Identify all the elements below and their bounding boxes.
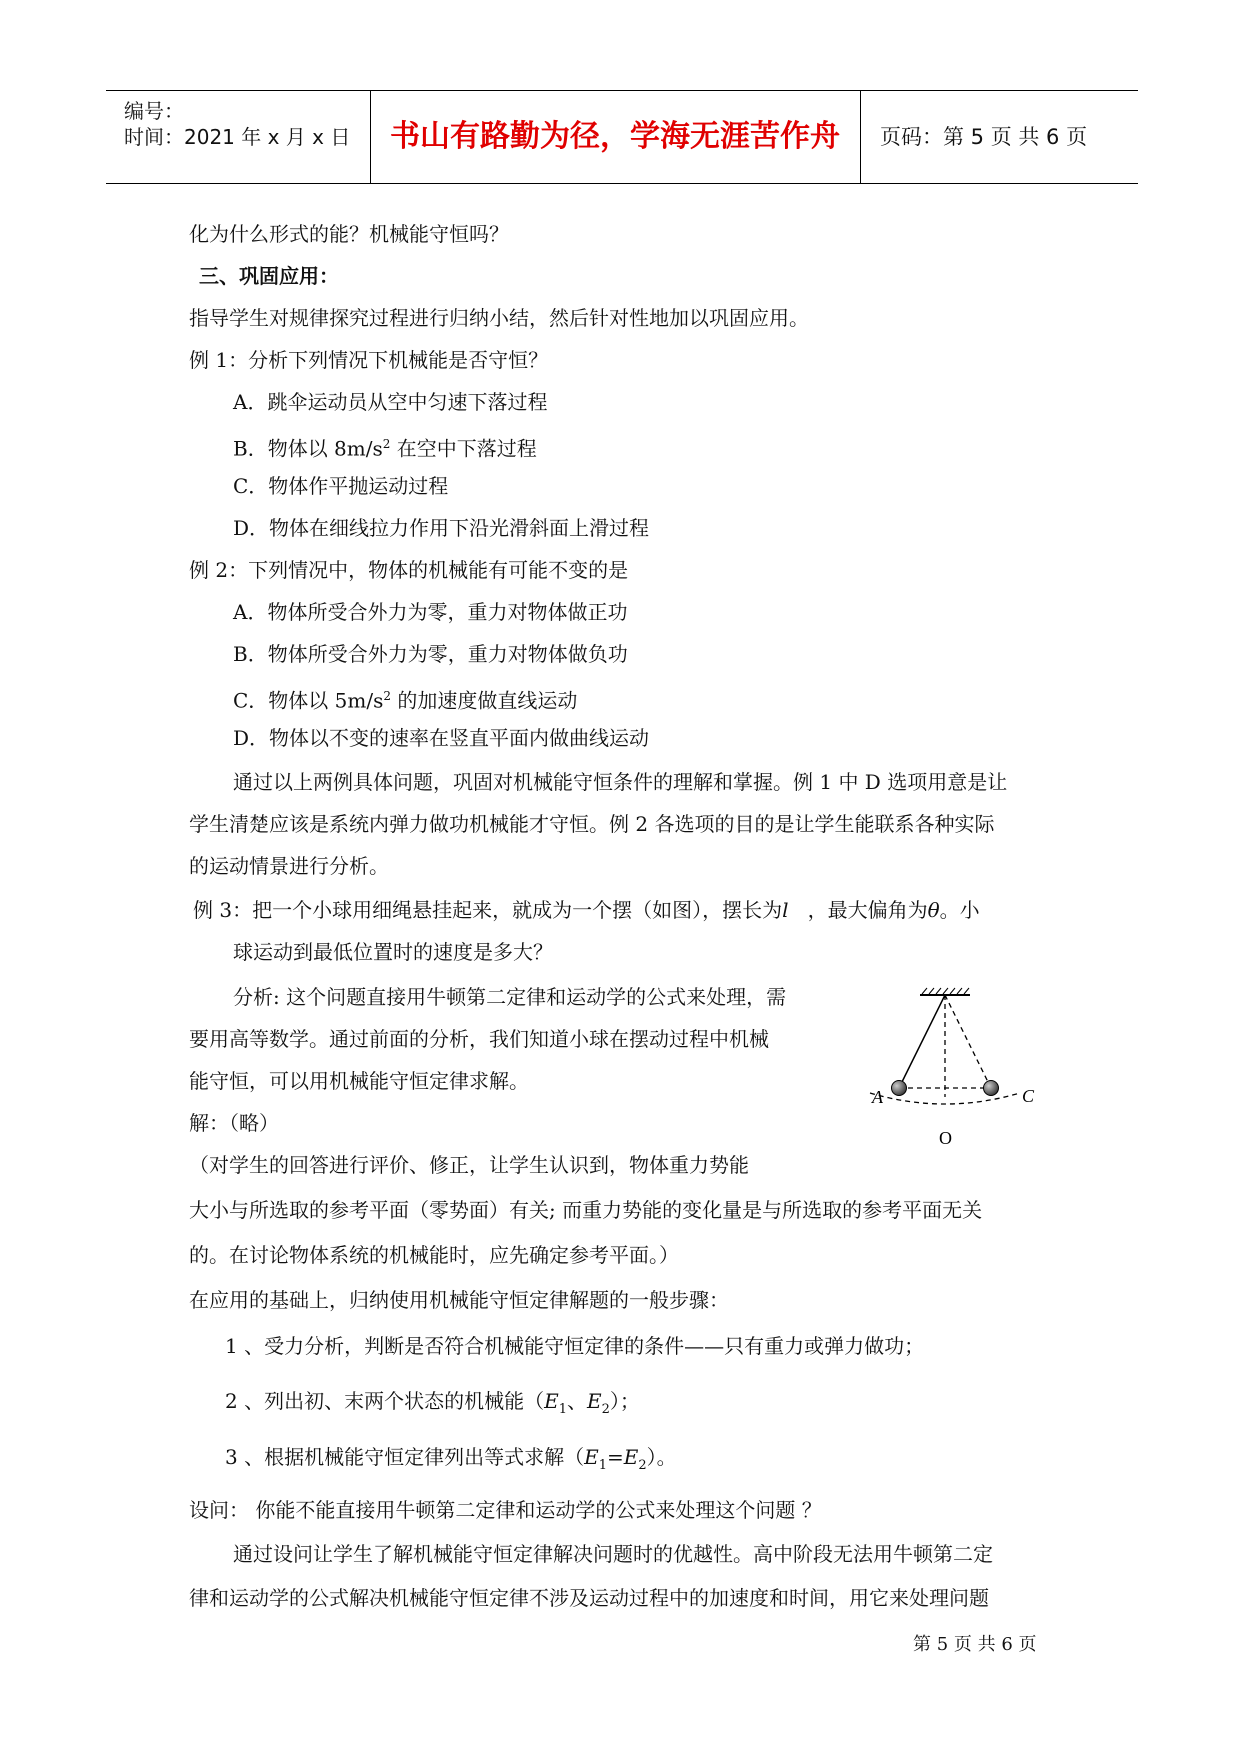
analysis-line: 要用高等数学。通过前面的分析，我们知道小球在摆动过程中机械 — [189, 1027, 769, 1051]
paragraph-line: 通过以上两例具体问题，巩固对机械能守恒条件的理解和掌握。例 1 中 D 选项用意是让 — [233, 770, 1008, 794]
document-time-label: 时间：2021 年 x 月 x 日 — [124, 125, 351, 149]
label-a: A — [872, 1087, 883, 1107]
pendulum-string — [899, 995, 945, 1088]
ceiling-hatch — [922, 988, 969, 994]
page-footer: 第 5 页 共 6 页 — [913, 1634, 1037, 1655]
example-1-option-a: A．跳伞运动员从空中匀速下落过程 — [233, 390, 548, 414]
label-c: C — [1022, 1086, 1035, 1106]
paragraph-line: 的运动情景进行分析。 — [189, 854, 389, 878]
example-1-option-d: D．物体在细线拉力作用下沿光滑斜面上滑过程 — [233, 516, 650, 540]
step-1: 1 、受力分析，判断是否符合机械能守恒定律的条件——只有重力或弹力做功； — [225, 1334, 925, 1358]
ball-a — [892, 1081, 907, 1096]
question-line: 设问： 你能不能直接用牛顿第二定律和运动学的公式来处理这个问题 ？ — [189, 1498, 822, 1522]
example-2-option-c: C．物体以 $5m/s^2$ 的加速度做直线运动 — [233, 688, 578, 713]
solution-line: 解：（略） — [189, 1111, 279, 1135]
paragraph-line: 学生清楚应该是系统内弹力做功机械能才守恒。例 2 各选项的目的是让学生能联系各种实际 — [189, 812, 995, 836]
example-3-question-cont: 球运动到最低位置时的速度是多大？ — [233, 940, 553, 964]
comment-line: 大小与所选取的参考平面（零势面）有关; 而重力势能的变化量是与所选取的参考平面无关 — [189, 1198, 983, 1222]
text-line: 指导学生对规律探究过程进行归纳小结，然后针对性地加以巩固应用。 — [189, 306, 809, 330]
page-header — [106, 90, 1138, 184]
conclusion-line: 通过设问让学生了解机械能守恒定律解决问题时的优越性。高中阶段无法用牛顿第二定 — [233, 1542, 993, 1566]
header-divider — [860, 91, 861, 183]
steps-intro: 在应用的基础上，归纳使用机械能守恒定律解题的一般步骤： — [189, 1288, 729, 1312]
example-2-question: 例 2：下列情况中，物体的机械能有可能不变的是 — [189, 558, 629, 582]
analysis-line: 分析: 这个问题直接用牛顿第二定律和运动学的公式来处理，需 — [233, 985, 787, 1009]
conclusion-line: 律和运动学的公式解决机械能守恒定律不涉及运动过程中的加速度和时间，用它来处理问题 — [189, 1586, 989, 1610]
header-info — [116, 91, 370, 183]
header-motto: 书山有路勤为径，学海无涯苦作舟 — [390, 119, 840, 154]
section-heading: 三、巩固应用： — [199, 264, 339, 288]
comment-line: 的。在讨论物体系统的机械能时，应先确定参考平面。） — [189, 1243, 679, 1267]
comment-line: （对学生的回答进行评价、修正，让学生认识到，物体重力势能 — [189, 1153, 749, 1177]
dashed-string-right — [945, 995, 991, 1088]
example-2-option-d: D．物体以不变的速率在竖直平面内做曲线运动 — [233, 726, 650, 750]
example-1-option-c: C．物体作平抛运动过程 — [233, 474, 449, 498]
example-3-question: 例 3：把一个小球用细绳悬挂起来，就成为一个摆（如图），摆长为l ，最大偏角为θ。小 — [193, 898, 980, 922]
example-2-option-a: A．物体所受合外力为零，重力对物体做正功 — [233, 600, 628, 624]
pendulum-diagram — [850, 985, 1080, 1155]
example-1-option-b: B．物体以 $8m/s^2$ 在空中下落过程 — [233, 436, 537, 461]
analysis-line: 能守恒，可以用机械能守恒定律求解。 — [189, 1069, 529, 1093]
step-3: 3 、根据机械能守恒定律列出等式求解$(E_1=E_2)$。 — [225, 1445, 677, 1473]
step-2: 2 、列出初、末两个状态的机械能（$E_1$、$E_2$）； — [225, 1389, 640, 1417]
example-2-option-b: B．物体所受合外力为零，重力对物体做负功 — [233, 642, 628, 666]
example-1-question: 例 1：分析下列情况下机械能是否守恒？ — [189, 348, 549, 372]
header-page-label: 页码：第 5 页 共 6 页 — [880, 125, 1088, 149]
text-line: 化为什么形式的能？机械能守恒吗？ — [189, 222, 509, 246]
label-o: O — [939, 1128, 952, 1148]
ball-c — [984, 1081, 999, 1096]
document-number-label: 编号： — [124, 99, 184, 123]
